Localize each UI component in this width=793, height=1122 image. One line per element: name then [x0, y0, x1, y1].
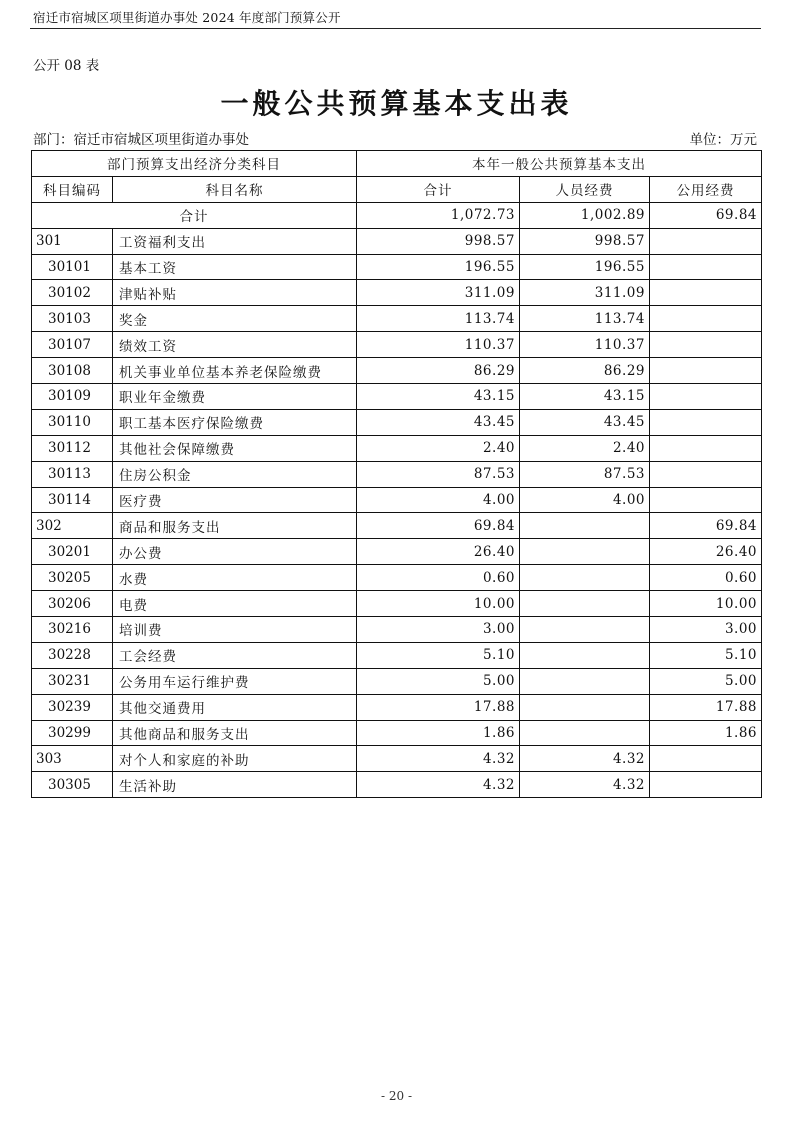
- row-total: 5.10: [357, 642, 520, 668]
- row-public: [650, 384, 762, 410]
- row-code: 30231: [32, 668, 113, 694]
- row-personnel: 2.40: [520, 435, 650, 461]
- row-code: 303: [32, 746, 113, 772]
- row-total: 0.60: [357, 565, 520, 591]
- row-public: 1.86: [650, 720, 762, 746]
- row-code: 30103: [32, 306, 113, 332]
- row-public: 0.60: [650, 565, 762, 591]
- row-code: 30216: [32, 617, 113, 643]
- row-public: 3.00: [650, 617, 762, 643]
- row-name: 津贴补贴: [113, 280, 357, 306]
- row-name: 办公费: [113, 539, 357, 565]
- table-row: [32, 358, 762, 384]
- row-personnel: 4.32: [520, 772, 650, 798]
- row-name: 机关事业单位基本养老保险缴费: [113, 358, 357, 384]
- row-personnel: [520, 720, 650, 746]
- table-row: [32, 668, 762, 694]
- total-row-public: 69.84: [650, 202, 762, 228]
- row-total: 5.00: [357, 668, 520, 694]
- row-total: 26.40: [357, 539, 520, 565]
- table-row: [32, 435, 762, 461]
- row-total: 69.84: [357, 513, 520, 539]
- table-row: [32, 487, 762, 513]
- column-header-total: 合计: [357, 176, 520, 202]
- row-total: 87.53: [357, 461, 520, 487]
- row-code: 30206: [32, 591, 113, 617]
- table-row: [32, 720, 762, 746]
- row-total: 311.09: [357, 280, 520, 306]
- row-total: 4.32: [357, 746, 520, 772]
- column-header-public: 公用经费: [650, 176, 762, 202]
- table-row: [32, 772, 762, 798]
- total-row-label: 合计: [32, 202, 357, 228]
- total-row-total: 1,072.73: [357, 202, 520, 228]
- table-column-header-row: [32, 176, 762, 202]
- table-row: [32, 306, 762, 332]
- table-row: [32, 746, 762, 772]
- form-label: 公开 08 表: [33, 58, 100, 74]
- table-row: [32, 591, 762, 617]
- row-total: 17.88: [357, 694, 520, 720]
- row-total: 196.55: [357, 254, 520, 280]
- row-personnel: 998.57: [520, 228, 650, 254]
- row-personnel: [520, 668, 650, 694]
- column-header-code: 科目编码: [32, 176, 113, 202]
- row-personnel: 4.32: [520, 746, 650, 772]
- row-public: 10.00: [650, 591, 762, 617]
- row-personnel: [520, 591, 650, 617]
- row-code: 30114: [32, 487, 113, 513]
- table-row: [32, 280, 762, 306]
- row-code: 302: [32, 513, 113, 539]
- row-name: 工会经费: [113, 642, 357, 668]
- row-public: [650, 332, 762, 358]
- column-header-name: 科目名称: [113, 176, 357, 202]
- row-personnel: 110.37: [520, 332, 650, 358]
- row-name: 工资福利支出: [113, 228, 357, 254]
- row-public: [650, 306, 762, 332]
- row-total: 1.86: [357, 720, 520, 746]
- table-row: [32, 461, 762, 487]
- document-header: 宿迁市宿城区项里街道办事处 2024 年度部门预算公开: [33, 10, 341, 25]
- unit-line: 单位：万元: [689, 132, 757, 148]
- row-name: 商品和服务支出: [113, 513, 357, 539]
- row-name: 其他商品和服务支出: [113, 720, 357, 746]
- row-personnel: [520, 539, 650, 565]
- table-row: [32, 539, 762, 565]
- row-code: 30239: [32, 694, 113, 720]
- row-code: 30228: [32, 642, 113, 668]
- budget-table: [31, 150, 762, 798]
- row-public: [650, 746, 762, 772]
- table-row: [32, 254, 762, 280]
- row-code: 30299: [32, 720, 113, 746]
- row-personnel: [520, 565, 650, 591]
- row-personnel: [520, 617, 650, 643]
- table-row: [32, 384, 762, 410]
- row-personnel: [520, 513, 650, 539]
- row-name: 医疗费: [113, 487, 357, 513]
- table-group-header-row: [32, 151, 762, 177]
- row-total: 2.40: [357, 435, 520, 461]
- table-row: [32, 513, 762, 539]
- row-code: 30113: [32, 461, 113, 487]
- row-personnel: 196.55: [520, 254, 650, 280]
- row-code: 30305: [32, 772, 113, 798]
- row-personnel: 43.15: [520, 384, 650, 410]
- row-total: 110.37: [357, 332, 520, 358]
- row-public: 17.88: [650, 694, 762, 720]
- row-name: 培训费: [113, 617, 357, 643]
- row-personnel: 311.09: [520, 280, 650, 306]
- group-header-classification: 部门预算支出经济分类科目: [32, 151, 357, 177]
- row-code: 301: [32, 228, 113, 254]
- row-name: 对个人和家庭的补助: [113, 746, 357, 772]
- table-row: [32, 565, 762, 591]
- row-total: 4.32: [357, 772, 520, 798]
- row-total: 86.29: [357, 358, 520, 384]
- row-total: 43.45: [357, 409, 520, 435]
- table-row: [32, 642, 762, 668]
- row-code: 30108: [32, 358, 113, 384]
- table-total-row: [32, 202, 762, 228]
- row-public: [650, 254, 762, 280]
- row-name: 其他交通费用: [113, 694, 357, 720]
- table-row: [32, 617, 762, 643]
- row-total: 10.00: [357, 591, 520, 617]
- row-code: 30109: [32, 384, 113, 410]
- row-name: 职工基本医疗保险缴费: [113, 409, 357, 435]
- row-name: 生活补助: [113, 772, 357, 798]
- row-name: 电费: [113, 591, 357, 617]
- row-code: 30107: [32, 332, 113, 358]
- table-row: [32, 332, 762, 358]
- row-public: [650, 461, 762, 487]
- page-title: 一般公共预算基本支出表: [220, 87, 573, 120]
- row-name: 职业年金缴费: [113, 384, 357, 410]
- row-public: [650, 409, 762, 435]
- row-total: 113.74: [357, 306, 520, 332]
- row-name: 水费: [113, 565, 357, 591]
- row-public: 5.00: [650, 668, 762, 694]
- row-public: [650, 358, 762, 384]
- row-personnel: 43.45: [520, 409, 650, 435]
- row-total: 998.57: [357, 228, 520, 254]
- row-public: [650, 228, 762, 254]
- row-total: 4.00: [357, 487, 520, 513]
- row-personnel: 4.00: [520, 487, 650, 513]
- row-code: 30110: [32, 409, 113, 435]
- row-name: 其他社会保障缴费: [113, 435, 357, 461]
- row-personnel: 113.74: [520, 306, 650, 332]
- row-total: 43.15: [357, 384, 520, 410]
- row-code: 30201: [32, 539, 113, 565]
- column-header-personnel: 人员经费: [520, 176, 650, 202]
- row-personnel: 87.53: [520, 461, 650, 487]
- table-row: [32, 409, 762, 435]
- row-public: [650, 487, 762, 513]
- row-personnel: 86.29: [520, 358, 650, 384]
- row-public: [650, 772, 762, 798]
- header-rule: [30, 28, 761, 29]
- row-code: 30101: [32, 254, 113, 280]
- row-code: 30102: [32, 280, 113, 306]
- department-line: 部门：宿迁市宿城区项里街道办事处: [33, 132, 249, 148]
- row-name: 住房公积金: [113, 461, 357, 487]
- row-public: [650, 280, 762, 306]
- group-header-expenditure: 本年一般公共预算基本支出: [357, 151, 762, 177]
- row-code: 30205: [32, 565, 113, 591]
- row-name: 公务用车运行维护费: [113, 668, 357, 694]
- row-code: 30112: [32, 435, 113, 461]
- row-personnel: [520, 694, 650, 720]
- row-total: 3.00: [357, 617, 520, 643]
- row-personnel: [520, 642, 650, 668]
- row-name: 基本工资: [113, 254, 357, 280]
- row-name: 绩效工资: [113, 332, 357, 358]
- table-row: [32, 228, 762, 254]
- row-public: [650, 435, 762, 461]
- row-public: 5.10: [650, 642, 762, 668]
- row-name: 奖金: [113, 306, 357, 332]
- page-number: - 20 -: [380, 1089, 412, 1103]
- table-row: [32, 694, 762, 720]
- total-row-personnel: 1,002.89: [520, 202, 650, 228]
- row-public: 26.40: [650, 539, 762, 565]
- row-public: 69.84: [650, 513, 762, 539]
